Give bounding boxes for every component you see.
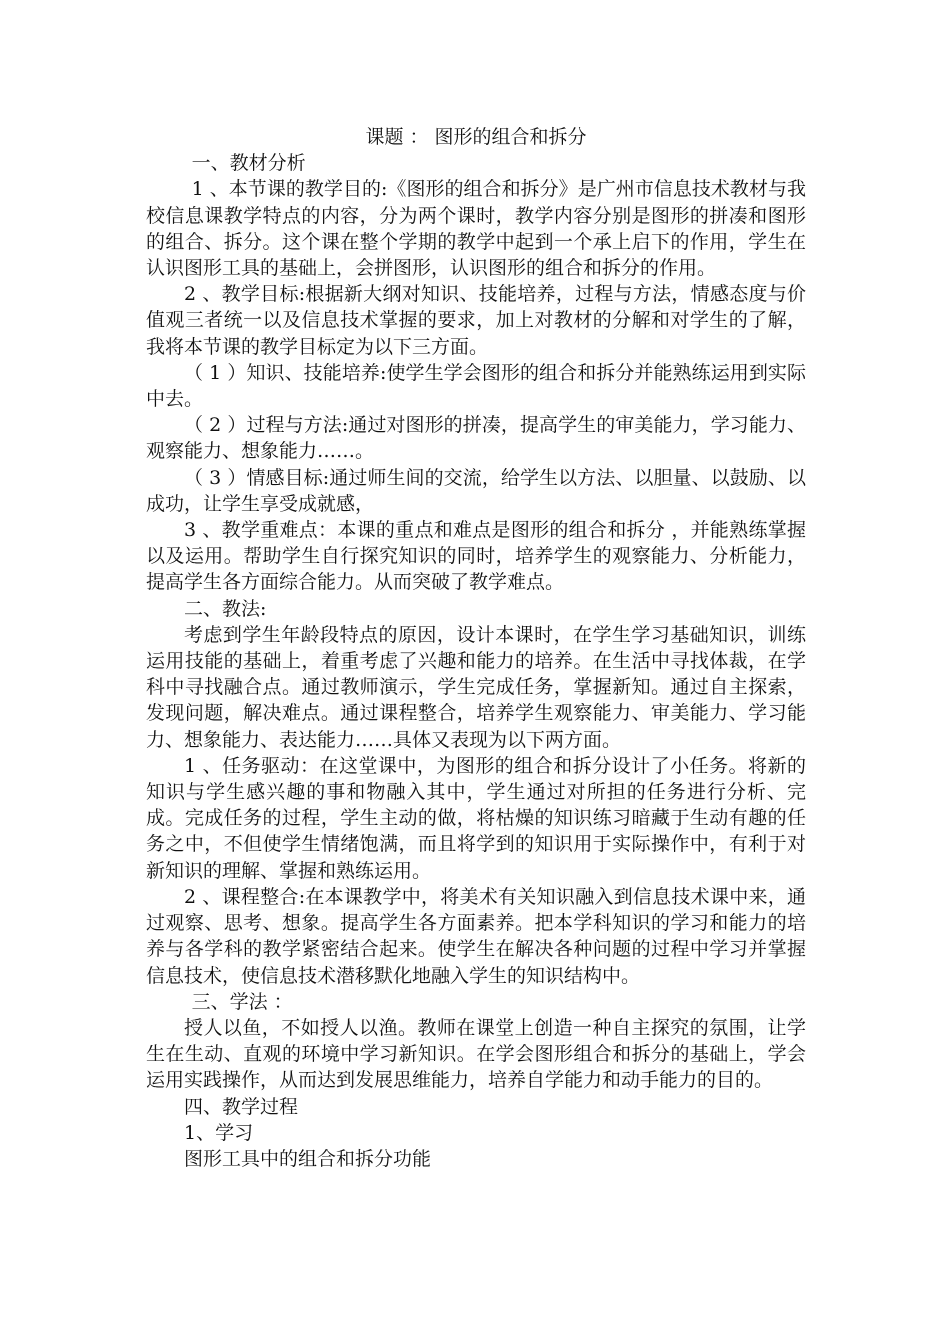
paragraph-teaching-goals: 2 、教学目标:根据新大纲对知识、技能培养，过程与方法，情感态度与价值观三者统一以及信息技术掌握的要求，加上对教材的分解和对学生的了解，我将本节课的教学目标定为以下三方面。 bbox=[146, 283, 806, 358]
paragraph-teaching-purpose: 1 、本节课的教学目的:《图形的组合和拆分》是广州市信息技术教材与我校信息课教学特点的内容，分为两个课时，教学内容分别是图形的拼凑和图形的组合、拆分。这个课在整个学期的教学中起到一个承上启下的作用，学生在认识图形工具的基础上，会拼图形，认识图形的组合和拆分的作用。 bbox=[146, 178, 806, 280]
paragraph-goal-emotion: （ 3 ）情感目标:通过师生间的交流，给学生以方法、以胆量、以鼓励、以成功，让学生享受成就感， bbox=[146, 466, 806, 515]
document-title: 课题 ： 图形的组合和拆分 bbox=[365, 126, 587, 148]
paragraph-teaching-method: 考虑到学生年龄段特点的原因，设计本课时，在学生学习基础知识，训练运用技能的基础上，着重考虑了兴趣和能力的培养。在生活中寻找体裁，在学科中寻找融合点。通过教师演示，学生完成任务，掌握新知。通过自主探索，发现问题，解决难点。通过课程整合，培养学生观察能力、审美能力、学习能力、想象能力、表达能力……具体又表现为以下两方面。 bbox=[146, 623, 806, 751]
paragraph-curriculum-integration: 2 、课程整合:在本课教学中，将美术有关知识融入到信息技术课中来，通过观察、思考、想象。提高学生各方面素养。把本学科知识的学习和能力的培养与各学科的教学紧密结合起来。使学生在解决各种问题的过程中学习并掌握信息技术，使信息技术潜移默化地融入学生的知识结构中。 bbox=[146, 885, 806, 987]
paragraph-task-driven: 1 、任务驱动：在这堂课中，为图形的组合和拆分设计了小任务。将新的知识与学生感兴趣的事和物融入其中，学生通过对所担的任务进行分析、完成。完成任务的过程，学生主动的做，将枯燥的知识练习暗藏于生动有趣的任务之中，不但使学生情绪饱满，而且将学到的知识用于实际操作中，有利于对新知识的理解、掌握和熟练运用。 bbox=[146, 754, 806, 882]
section-heading-teaching-method: 二、教法: bbox=[184, 597, 267, 620]
document-body bbox=[146, 124, 806, 1172]
list-item-learn: 1、学习 bbox=[184, 1121, 254, 1144]
paragraph-key-difficulties: 3 、教学重难点：本课的重点和难点是图形的组合和拆分 ，并能熟练掌握以及运用。帮助学生自行探究知识的同时，培养学生的观察能力、分析能力，提高学生各方面综合能力。从而突破了教学难点。 bbox=[146, 519, 806, 594]
paragraph-goal-process-method: （ 2 ）过程与方法:通过对图形的拼凑，提高学生的审美能力，学习能力、观察能力、想象能力……。 bbox=[146, 414, 806, 463]
paragraph-goal-knowledge-skills: （ 1 ）知识、技能培养:使学生学会图形的组合和拆分并能熟练运用到实际中去。 bbox=[146, 361, 806, 411]
section-heading-learning-method: 三、学法 ： bbox=[191, 990, 293, 1013]
paragraph-learning-method: 授人以鱼，不如授人以渔。教师在课堂上创造一种自主探究的氛围，让学生在生动、直观的环境中学习新知识。在学会图形组合和拆分的基础上，学会运用实践操作，从而达到发展思维能力，培养自学能力和动手能力的目的。 bbox=[146, 1016, 806, 1092]
section-heading-teaching-process: 四、教学过程 bbox=[184, 1095, 299, 1118]
section-heading-textbook-analysis: 一、教材分析 bbox=[191, 152, 306, 175]
paragraph-group-split-function: 图形工具中的组合和拆分功能 bbox=[184, 1147, 432, 1170]
